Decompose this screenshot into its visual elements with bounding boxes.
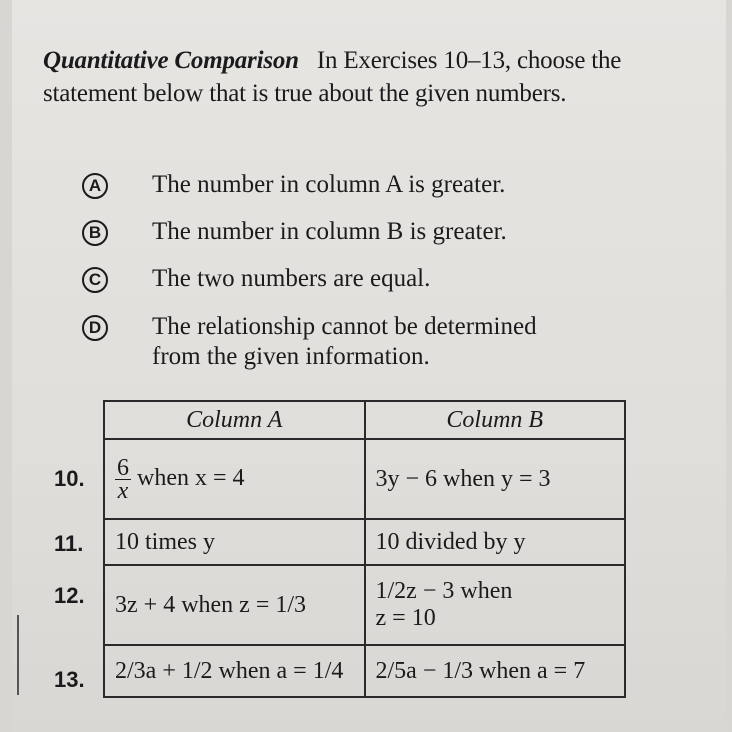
choice-letter: C [82, 267, 108, 293]
exercise-number: 12. [54, 583, 85, 608]
table-row [104, 439, 625, 519]
column-a-header: Column A [104, 401, 365, 439]
choice-d [82, 312, 552, 372]
cell-column-b: 3y − 6 when y = 3 [365, 439, 626, 519]
cell-column-a: 3z + 4 when z = 1/3 [104, 565, 365, 645]
table-row [104, 565, 625, 645]
cell-column-a: $\frac{6}{x}$ when x = 4 [104, 439, 365, 519]
choice-text: The relationship cannot be determined from the given information. [152, 313, 537, 370]
table-row [104, 645, 625, 697]
comparison-table [103, 400, 626, 698]
choice-text: The number in column A is greater. [152, 171, 506, 198]
exercise-number: 13. [54, 667, 85, 692]
section-heading: Quantitative Comparison [43, 47, 299, 74]
exercise-number: 10. [54, 466, 85, 491]
cell-column-b: 2/5a − 1/3 when a = 7 [365, 645, 626, 697]
choice-letter: D [82, 315, 108, 341]
choice-letter: A [82, 173, 108, 199]
choice-text: The number in column B is greater. [152, 218, 507, 245]
cell-column-b: 10 divided by y [365, 519, 626, 565]
choice-a [82, 170, 642, 200]
fraction: $\frac{6}{x}$ [117, 454, 129, 504]
table-header-row [104, 401, 625, 439]
instructions-text: In Exercises 10–13, choose the statement below that is true about the given numbers. [43, 47, 622, 107]
table-row [104, 519, 625, 565]
cell-column-a: 2/3a + 1/2 when a = 1/4 [104, 645, 365, 697]
choice-b [82, 217, 642, 247]
cell-column-a: 10 times y [104, 519, 365, 565]
column-b-header: Column B [365, 401, 626, 439]
exercise-number: 11. [54, 531, 84, 556]
instructions [43, 44, 663, 110]
choice-text: The two numbers are equal. [152, 265, 431, 292]
choice-letter: B [82, 220, 108, 246]
choice-c [82, 264, 642, 294]
cell-column-b: 1/2z − 3 when z = 10 [365, 565, 626, 645]
margin-line [17, 615, 19, 695]
